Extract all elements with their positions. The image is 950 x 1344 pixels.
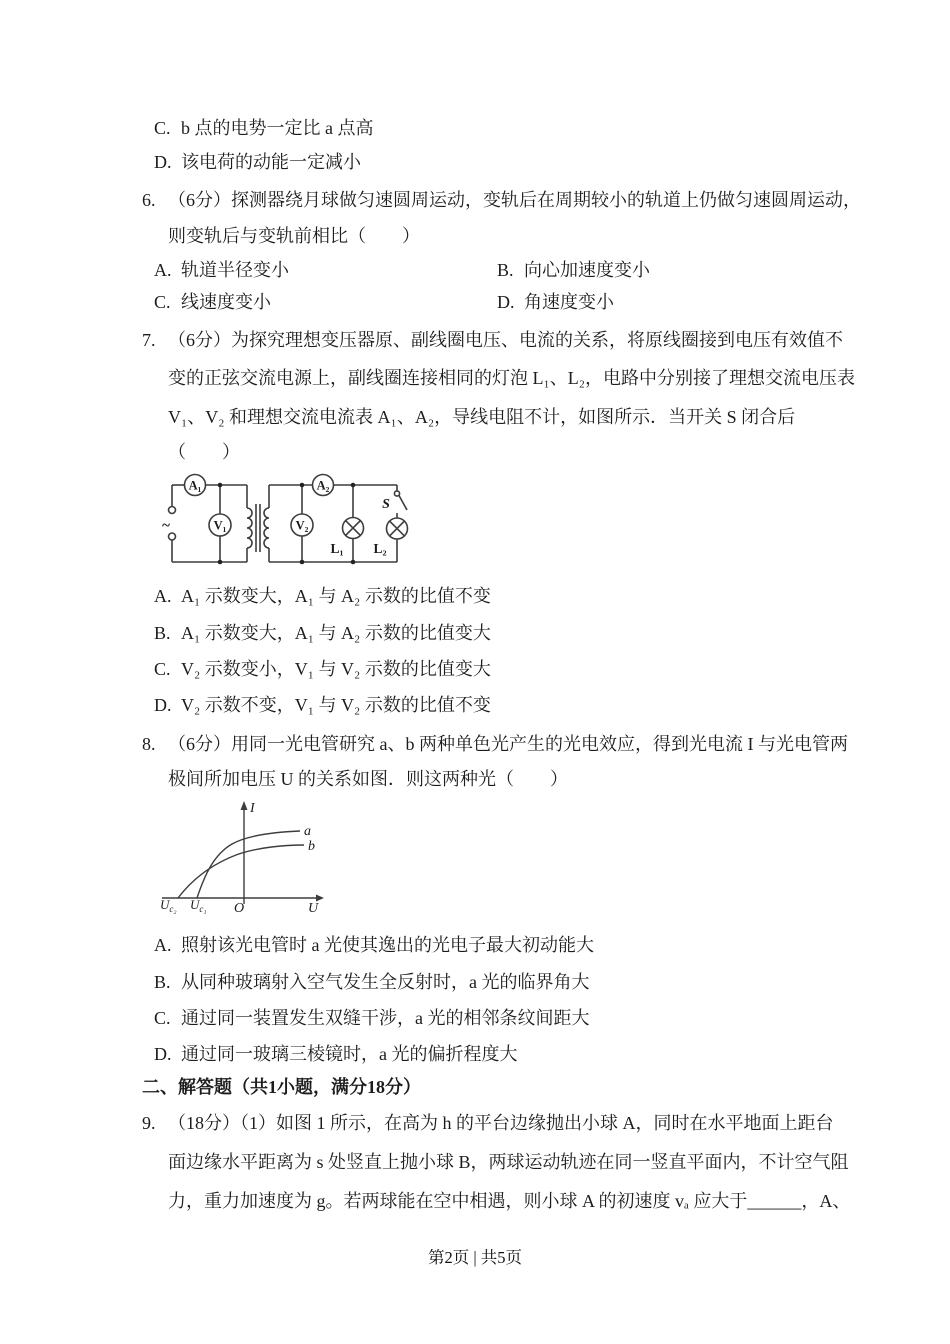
q5-option-d xyxy=(154,149,361,175)
ac-source-symbol: ~ xyxy=(162,518,170,534)
stem-text: 力，重力加速度为 g。若两球能在空中相遇，则小球 A 的初速度 vₐ 应大于______，A、 xyxy=(168,1191,851,1211)
option-text: 该电荷的动能一定减小 xyxy=(181,152,361,172)
q8-option-b: B. 从同种玻璃射入空气发生全反射时，a 光的临界角大 xyxy=(154,972,590,992)
stem-text: （6分）为探究理想变压器原、副线圈电压、电流的关系，将原线圈接到电压有效值不 xyxy=(168,330,843,350)
q6-options-row-2 xyxy=(0,289,950,315)
x-axis-label: U xyxy=(308,901,319,916)
y-axis-arrow xyxy=(241,801,248,810)
y-axis-label: I xyxy=(250,801,255,816)
stem-text: （6分）探测器绕月球做匀速圆周运动，变轨后在周期较小的轨道上仍做匀速圆周运动， xyxy=(168,190,861,210)
question-number: 9. xyxy=(142,1113,156,1133)
q7-circuit-diagram xyxy=(156,464,456,582)
voltmeter-1-label: V₁ xyxy=(213,518,227,533)
q7-option-c: C. V₂ 示数变小，V₁ 与 V₂ 示数的比值变大 xyxy=(154,659,491,679)
q8-stem-line-2 xyxy=(168,766,568,792)
q7-option-a: A. A₁ 示数变大，A₁ 与 A₂ 示数的比值不变 xyxy=(154,586,491,606)
ac-terminal-bottom xyxy=(169,533,176,540)
curve-b-label: b xyxy=(308,839,315,854)
lamp-1-label: L₁ xyxy=(330,541,344,556)
q7-option-b: B. A₁ 示数变大，A₁ 与 A₂ 示数的比值变大 xyxy=(154,623,491,643)
q8-option-c: C. 通过同一装置发生双缝干涉，a 光的相邻条纹间距大 xyxy=(154,1008,590,1028)
origin-label: O xyxy=(234,901,245,916)
q6-option-d: D. 角速度变小 xyxy=(497,292,614,312)
question-number: 6. xyxy=(142,190,156,210)
curve-a xyxy=(197,831,300,898)
section-2-header: 二、解答题（共1小题，满分18分） xyxy=(142,1077,421,1097)
page-number: 第2页 | 共5页 xyxy=(427,1248,523,1267)
page-footer xyxy=(0,1244,950,1268)
q6-option-a: A. 轨道半径变小 xyxy=(154,260,289,280)
ammeter-1-label: A₁ xyxy=(188,478,202,493)
q7-option-d: D. V₂ 示数不变，V₁ 与 V₂ 示数的比值不变 xyxy=(154,695,491,715)
ac-terminal-top xyxy=(169,507,176,514)
q7-stem-line-4 xyxy=(168,439,240,465)
intercept-b-label: $U_{c_2}$ xyxy=(160,897,177,914)
curve-b xyxy=(178,845,304,898)
q8-option-a: A. 照射该光电管时 a 光使其逸出的光电子最大初动能大 xyxy=(154,935,594,955)
q6-stem-line-1 xyxy=(142,187,861,213)
q9-stem-line-1 xyxy=(142,1110,834,1136)
question-number: 8. xyxy=(142,734,156,754)
q8-stem-line-1 xyxy=(142,731,848,757)
q7-stem-line-2 xyxy=(168,365,855,391)
lamp-2-label: L₂ xyxy=(373,541,387,556)
option-text: b 点的电势一定比 a 点高 xyxy=(181,118,374,138)
intercept-a-label: $U_{c_1}$ xyxy=(190,897,207,914)
voltmeter-2-label: V₂ xyxy=(295,518,309,533)
stem-text: 面边缘水平距离为 s 处竖直上抛小球 B，两球运动轨迹在同一竖直平面内，不计空气阻 xyxy=(168,1152,849,1172)
ammeter-2-label: A₂ xyxy=(316,478,330,493)
q7-stem-line-3 xyxy=(168,404,795,430)
q6-option-b: B. 向心加速度变小 xyxy=(497,260,650,280)
q5-option-c xyxy=(154,115,374,141)
q6-stem-line-2 xyxy=(168,223,420,249)
stem-text: 变的正弦交流电源上，副线圈连接相同的灯泡 L₁、L₂，电路中分别接了理想交流电压表 xyxy=(168,368,856,388)
q9-stem-line-3 xyxy=(168,1188,850,1214)
q8-iu-graph xyxy=(158,798,333,923)
stem-text: （ ） xyxy=(168,442,240,462)
q6-options-row-1 xyxy=(0,257,950,283)
switch-contact xyxy=(394,491,399,496)
option-label: C. xyxy=(154,118,171,138)
q6-option-c: C. 线速度变小 xyxy=(154,292,271,312)
curve-a-label: a xyxy=(304,824,311,839)
stem-text: 极间所加电压 U 的关系如图．则这两种光（ ） xyxy=(168,769,568,789)
q9-stem-line-2 xyxy=(168,1149,849,1175)
q8-option-d: D. 通过同一玻璃三棱镜时，a 光的偏折程度大 xyxy=(154,1044,518,1064)
stem-text: （6分）用同一光电管研究 a、b 两种单色光产生的光电效应，得到光电流 I 与光电管两 xyxy=(168,734,848,754)
q7-stem-line-1 xyxy=(142,327,843,353)
option-label: D. xyxy=(154,152,172,172)
stem-text: 则变轨后与变轨前相比（ ） xyxy=(168,226,420,246)
stem-text: （18分）（1）如图 1 所示，在高为 h 的平台边缘抛出小球 A，同时在水平地面上距台 xyxy=(168,1113,834,1133)
stem-text: V₁、V₂ 和理想交流电流表 A₁、A₂，导线电阻不计，如图所示．当开关 S 闭合后 xyxy=(168,407,796,427)
question-number: 7. xyxy=(142,330,156,350)
switch-label: S xyxy=(382,497,390,512)
